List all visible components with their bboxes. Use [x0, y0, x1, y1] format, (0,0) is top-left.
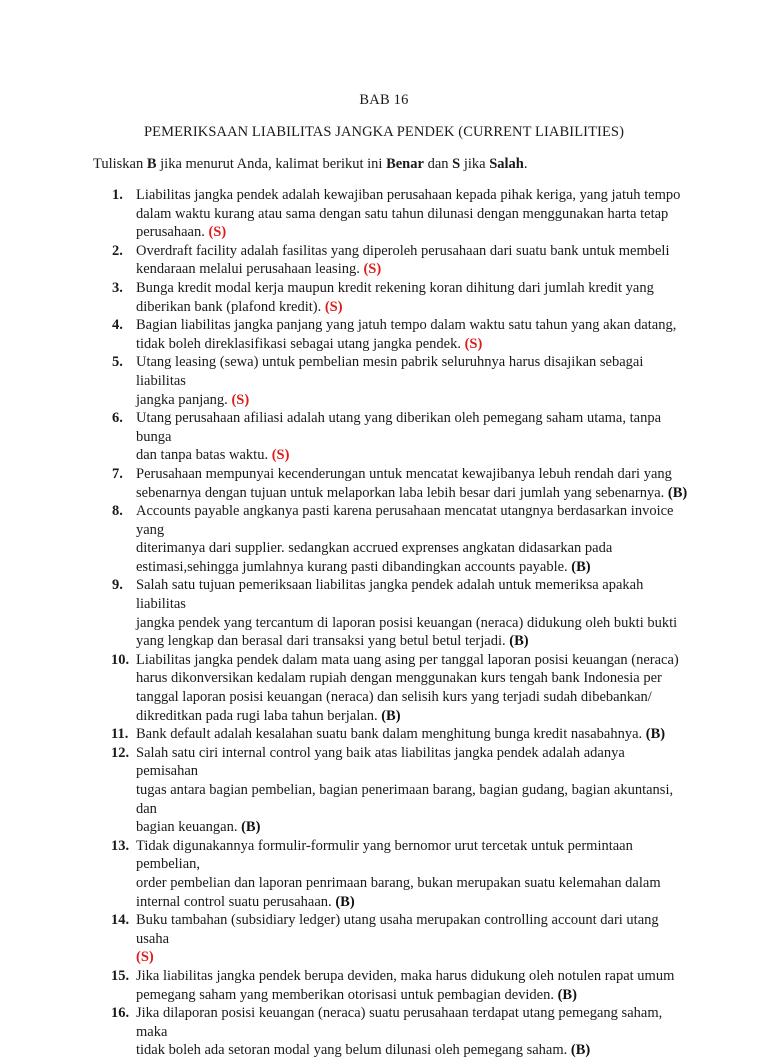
answer-benar: (B) — [335, 893, 355, 910]
question-item — [0, 725, 768, 744]
question-text-line: tugas antara bagian pembelian, bagian penerimaan barang, bagian gudang, bagian akuntansi, dan — [136, 782, 674, 817]
question-item — [0, 279, 768, 316]
question-item — [0, 837, 768, 911]
question-item — [0, 967, 768, 1004]
question-text-line: bagian keuangan. — [136, 819, 242, 836]
question-number: 12. — [111, 744, 130, 761]
instruction-benar: Benar — [386, 156, 424, 172]
question-number: 1. — [112, 187, 123, 203]
question-number: 11. — [111, 726, 129, 743]
question-text-line: jangka panjang. — [136, 391, 232, 408]
answer-benar: (B) — [645, 726, 666, 743]
question-text-line: Bagian liabilitas jangka panjang yang jatuh tempo dalam waktu satu tahun yang akan datang, — [136, 317, 677, 334]
answer-salah: (S) — [464, 335, 483, 352]
instruction-salah: Salah — [489, 156, 524, 172]
question-text-line: tidak boleh ada setoran modal yang belum dilunasi oleh pemegang saham. — [136, 1042, 571, 1059]
answer-salah: (S) — [271, 447, 290, 464]
question-text-line: Overdraft facility adalah fasilitas yang diperoleh perusahaan dari suatu bank untuk membeli — [136, 242, 670, 259]
instruction-mid-3: jika — [460, 156, 490, 172]
question-item — [0, 744, 768, 837]
question-text-line: Salah satu tujuan pemeriksaan liabilitas jangka pendek adalah untuk memeriksa apakah liabilitas — [136, 577, 644, 613]
question-item — [0, 316, 768, 353]
question-text-line: dikreditkan pada rugi laba tahun berjalan. — [136, 707, 382, 724]
question-text-line: Liabilitas jangka pendek dalam mata uang asing per tanggal laporan posisi keuangan (neraca) — [136, 651, 679, 668]
question-text-line: internal control suatu perusahaan. — [136, 893, 336, 910]
question-item — [0, 409, 768, 465]
question-text-line: estimasi,sehingga jumlahnya kurang pasti dibandingkan accounts payable. — [136, 558, 572, 575]
question-text-line: Utang perusahaan afiliasi adalah utang yang diberikan oleh pemegang saham utama, tanpa bunga — [136, 410, 662, 445]
answer-benar: (B) — [381, 707, 401, 724]
question-text-line: Bank default adalah kesalahan suatu bank dalam menghitung bunga kredit nasabahnya. — [136, 726, 646, 743]
answer-benar: (B) — [570, 1042, 591, 1059]
question-text-line: dan tanpa batas waktu. — [136, 447, 272, 464]
question-number: 10. — [111, 651, 130, 668]
question-text-line: Tidak digunakannya formulir-formulir yang bernomor urut tercetak untuk permintaan pembelian, — [136, 837, 633, 873]
question-item — [0, 242, 768, 279]
question-text-line: perusahaan. — [136, 224, 209, 241]
question-item — [0, 353, 768, 409]
question-item — [0, 911, 768, 967]
question-text-line: kendaraan melalui perusahaan leasing. — [136, 261, 364, 278]
question-text-line: Utang leasing (sewa) untuk pembelian mesin pabrik seluruhnya harus disajikan sebagai liabilitas — [136, 354, 644, 389]
question-item — [0, 502, 768, 576]
question-item — [0, 576, 768, 650]
instruction-mid-2: dan — [423, 156, 453, 172]
instruction-s-letter: S — [452, 156, 461, 172]
answer-benar: (B) — [571, 558, 591, 575]
question-item — [0, 465, 768, 502]
question-number: 3. — [112, 279, 123, 296]
question-text-line: Accounts payable angkanya pasti karena perusahaan mencatat utangnya berdasarkan invoice yang — [136, 503, 674, 538]
question-text-line: yang lengkap dan berasal dari transaksi yang betul betul terjadi. — [136, 633, 510, 650]
question-text-line: Buku tambahan (subsidiary ledger) utang usaha merupakan controlling account dari utang usaha — [136, 912, 659, 947]
question-number: 2. — [112, 242, 123, 259]
question-number: 6. — [112, 410, 123, 427]
instruction-b-letter: B — [146, 156, 157, 172]
answer-benar: (B) — [241, 819, 261, 836]
question-list — [0, 186, 768, 1060]
answer-benar: (B) — [667, 484, 688, 501]
question-text-line: pemegang saham yang memberikan otorisasi untuk pembagian deviden. — [136, 986, 558, 1003]
question-number: 8. — [112, 503, 123, 520]
question-number: 15. — [111, 967, 130, 984]
answer-salah: (S) — [363, 261, 382, 278]
question-number: 5. — [112, 354, 123, 371]
answer-salah: (S) — [136, 949, 154, 966]
question-text-line: sebenarnya dengan tujuan untuk melaporkan laba lebih besar dari jumlah yang sebenarnya. — [136, 484, 668, 501]
page-title: PEMERIKSAAN LIABILITAS JANGKA PENDEK (CURRENT LIABILITIES) — [143, 124, 625, 140]
question-text-line: tidak boleh direklasifikasi sebagai utang jangka pendek. — [136, 335, 465, 352]
answer-salah: (S) — [208, 224, 227, 241]
answer-salah: (S) — [231, 391, 250, 408]
instruction-suffix: . — [523, 156, 528, 172]
answer-benar: (B) — [509, 633, 529, 650]
question-text-line: Salah satu ciri internal control yang baik atas liabilitas jangka pendek adalah adanya pemisahan — [136, 744, 625, 780]
question-number: 16. — [111, 1005, 130, 1022]
question-item — [0, 651, 768, 725]
chapter-heading: BAB 16 — [359, 92, 409, 108]
question-text-line: diberikan bank (plafond kredit). — [136, 298, 325, 315]
question-item — [0, 1004, 768, 1060]
question-text-line: Jika liabilitas jangka pendek berupa deviden, maka harus didukung oleh notulen rapat umum — [136, 967, 675, 984]
instruction-mid-1: jika menurut Anda, kalimat berikut ini — [156, 156, 387, 172]
question-text-line: order pembelian dan laporan penrimaan barang, bukan merupakan suatu kelemahan dalam — [136, 874, 661, 891]
question-text-line: Bunga kredit modal kerja maupun kredit rekening koran dihitung dari jumlah kredit yang — [136, 279, 654, 296]
answer-benar: (B) — [557, 986, 577, 1003]
question-text-line: diterimanya dari supplier. sedangkan accrued exprenses angkatan didasarkan pada — [136, 540, 613, 557]
question-text-line: Jika dilaporan posisi keuangan (neraca) suatu perusahaan terdapat utang pemegang saham, maka — [136, 1005, 663, 1040]
question-number: 7. — [112, 465, 123, 482]
question-text-line: Perusahaan mempunyai kecenderungan untuk mencatat kewajibanya lebuh rendah dari yang — [136, 465, 672, 482]
question-text-line: Liabilitas jangka pendek adalah kewajiban perusahaan kepada pihak keriga, yang jatuh tempo — [136, 187, 681, 203]
question-item — [0, 186, 768, 242]
question-text-line: jangka pendek yang tercantum di laporan posisi keuangan (neraca) didukung oleh bukti bukti — [136, 614, 678, 631]
question-text-line: harus dikonversikan kedalam rupiah dengan menggunakan kurs tengah bank Indonesia per — [136, 670, 662, 687]
question-text-line: dalam waktu kurang atau sama dengan satu tahun dilunasi dengan menggunakan harta tetap — [136, 205, 669, 222]
answer-salah: (S) — [324, 298, 343, 315]
question-text-line: tanggal laporan posisi keuangan (neraca) dan selisih kurs yang terjadi sudah dibebankan/ — [136, 689, 652, 706]
question-number: 9. — [112, 577, 123, 594]
question-number: 14. — [111, 912, 130, 929]
instruction-text — [93, 156, 528, 173]
question-number: 13. — [111, 837, 130, 854]
question-number: 4. — [112, 317, 123, 334]
instruction-prefix: Tuliskan — [93, 156, 147, 172]
